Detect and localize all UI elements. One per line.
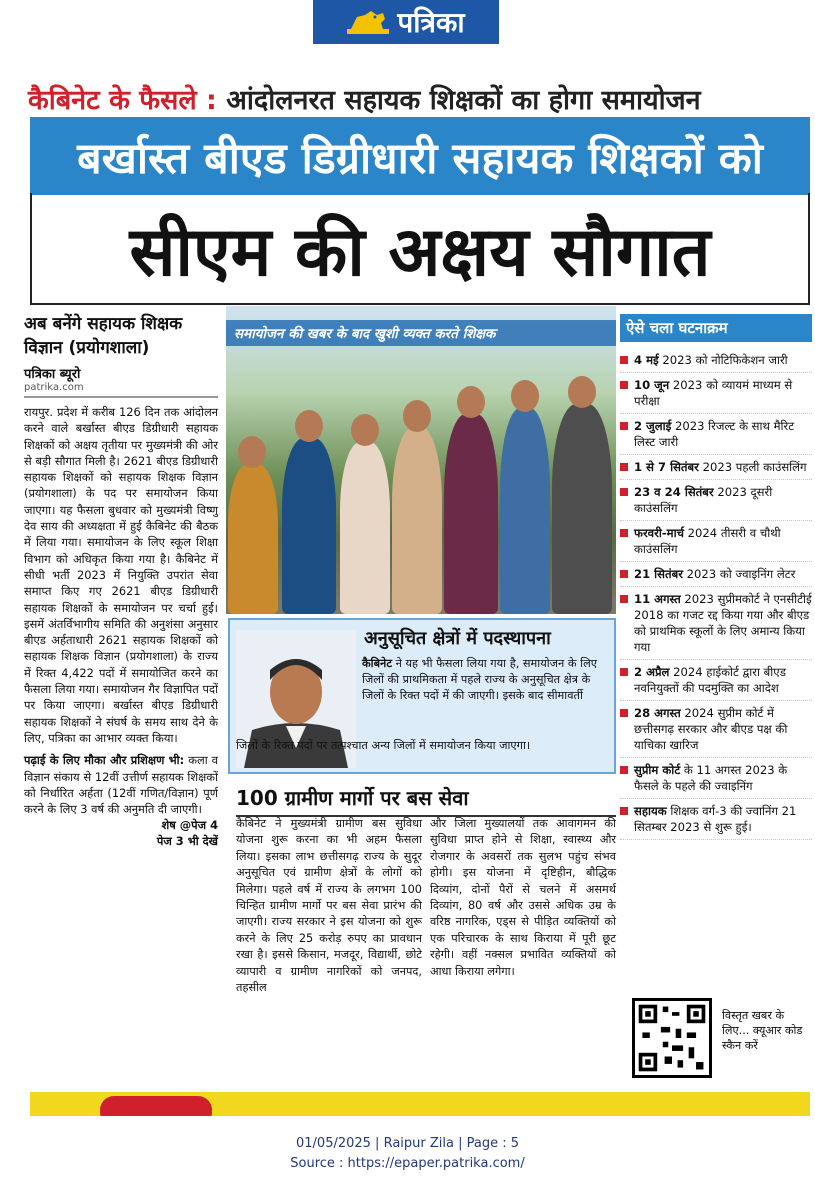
timeline-item-text [634,591,812,655]
left-column [24,312,218,849]
brand-name: पत्रिका [397,6,465,39]
photo-figure [392,428,442,614]
footer-source[interactable]: Source : https://epaper.patrika.com/ [290,1156,525,1171]
photo-figure [444,414,498,614]
photo-figure-head [351,414,379,446]
photo-figure [282,438,336,614]
photo-figure [340,442,390,614]
timeline-item-text [634,418,812,450]
bullet-square-icon [620,570,628,578]
timeline-item-date: फरवरी-मार्च [634,526,684,540]
photo-caption: समायोजन की खबर के बाद खुशी व्यक्त करते शिक्षक [226,320,616,346]
timeline-item [620,480,812,521]
site-label: patrika.com [24,382,218,398]
timeline-item-desc: 2024 हाईकोर्ट द्वारा बीएड नवनियुक्तों की पदमुक्ति का आदेश [634,665,786,695]
timeline-item-date: 10 जून [634,378,670,392]
timeline-item-text [634,525,812,557]
timeline-item [620,799,812,840]
timeline-item-date: 2 जुलाई [634,419,672,433]
timeline-item-text [634,377,812,409]
opportunity-body: कला व विज्ञान संकाय से 12वीं उत्तीर्ण सहायक शिक्षकों को निर्धारित अर्हता (12वीं गणित/विज्ञान) पूर्ण करने के लिए 3 वर्ष की अनुमति दी जाएगी। [24,753,218,817]
timeline-item-text [634,566,795,582]
masthead [313,0,499,44]
group-photo [226,306,616,614]
opportunity-paragraph [24,752,218,817]
bullet-square-icon [620,595,628,603]
timeline-item [620,414,812,455]
timeline-item-desc: 2023 को ज्वाइनिंग लेटर [686,567,796,581]
timeline-item-text [634,762,812,794]
bottom-ad-strip [30,1092,810,1116]
timeline-item-text [634,664,812,696]
bullet-square-icon [620,766,628,774]
timeline-item [620,701,812,758]
timeline-item-text [634,803,812,835]
bus-service-title: 100 ग्रामीण मार्गो पर बस सेवा [236,784,616,817]
bullet-square-icon [620,529,628,537]
scheduled-title: अनुसूचित क्षेत्रों में पदस्थापना [364,628,551,649]
timeline-item-date: सहायक [634,804,667,818]
timeline-item-desc: 2023 रिजल्ट के साथ मैरिट लिस्ट जारी [634,419,795,449]
timeline-item [620,373,812,414]
bullet-square-icon [620,807,628,815]
headline-line-2: सीएम की अक्षय सौगात [30,193,810,305]
bus-column-2: और जिला मुख्यालयों तक आवागमन की सुविधा प्राप्त होने से शिक्षा, स्वास्थ्य और रोजगार के अवसरों तक सुलभ पहुंच संभव होगी। इस योजना में दृष्टिहीन, बौद्धिक दिव्यांग, दोनों पैरों से चलने में असमर्थ दिव्यांग, 80 वर्ष और उससे अधिक उम्र के वरिष्ठ नागरिक, एड्स से पीड़ित व्यक्तियों को एक परिचारक के साथ किराया में पूरी छूट रहेगी। वहीं नक्सल प्रभावित व्यक्तियों को आधा किराया लगेगा। [430,817,616,978]
timeline-item-date: 4 मई [634,353,659,367]
kicker-label: कैबिनेट के फैसले : [28,85,217,116]
qr-note: विस्तृत खबर के लिए... क्यूआर कोड स्कैन करें [722,1009,803,1052]
kicker-text: आंदोलनरत सहायक शिक्षकों का होगा समायोजन [226,85,701,116]
photo-figure-head [457,386,485,418]
photo-figure-head [403,400,431,432]
scheduled-body-text: ने यह भी फैसला लिया गया है, समायोजन के लिए जिलों की प्राथमिकता में पहले राज्य के अनुसूचित क्षेत्र के जिलों के रिक्त पदों में की जाएगी। इसके बाद सीमावर्ती [362,657,598,703]
photo-figure [228,464,278,614]
timeline-item-date: 2 अप्रैल [634,665,670,679]
bullet-square-icon [620,709,628,717]
bullet-square-icon [620,488,628,496]
timeline-item-text [634,459,807,475]
timeline-item-desc: 2023 पहली काउंसलिंग [702,460,807,474]
bullet-square-icon [620,356,628,364]
subheadline: अब बनेंगे सहायक शिक्षक विज्ञान (प्रयोगशाला) [24,314,183,358]
timeline-item-desc: 2023 को नोटिफिकेशन जारी [662,353,788,367]
timeline-item [620,521,812,562]
bullet-square-icon [620,381,628,389]
byline: पत्रिका ब्यूरो [24,367,81,382]
headline-line-1: बर्खास्त बीएड डिग्रीधारी सहायक शिक्षकों को [30,117,810,195]
timeline-item-desc: 2024 तीसरी व चौथी काउंसलिंग [634,526,781,556]
photo-figure-head [568,376,596,408]
main-article-body: रायपुर. प्रदेश में करीब 126 दिन तक आंदोलन करने वाले बर्खास्त बीएड डिग्रीधारी सहायक शिक्षकों को अक्षय तृतीया पर मुख्यमंत्री की ओर से बड़ी सौगात मिली है। 2621 बीएड डिग्रीधारी सहायक शिक्षकों को सहायक शिक्षक विज्ञान (प्रयोगशाला) के पद पर समायोजन किया जाएगा। यह फैसला बुधवार को मुख्यमंत्री विष्णु देव साय की अध्यक्षता में हुई कैबिनेट की बैठक में लिया गया। समायोजन के लिए स्कूल शिक्षा विभाग को अधिकृत किया गया है। कैबिनेट में सीधी भर्ती 2023 में नियुक्ति उपरांत सेवा समाप्त किए गए 2621 बीएड डिग्रीधारी सहायक शिक्षकों के समायोजन पर चर्चा हुई। इसमें अंतर्विभागीय समिति की अनुशंसा अनुसार बीएड अर्हताधारी 2621 सहायक शिक्षकों को सहायक शिक्षक विज्ञान (प्रयोगशाला) के राज्य में रिक्त 4,422 पदों में समायोजित करने का फैसला लिया गया। समायोजन गैर विज्ञापित पदों पर किया जाएगा। बर्खास्त बीएड डिग्रीधारी सहायक शिक्षकों ने संघर्ष के समय साथ देने के लिए, पत्रिका का आभार व्यक्त किया। [24,405,218,745]
bullet-square-icon [620,668,628,676]
scheduled-body [362,656,614,705]
timeline-item-date: 11 अगस्त [634,592,681,606]
bullet-square-icon [620,463,628,471]
footer [0,1134,815,1174]
photo-figure-head [511,380,539,412]
timeline-item-desc: 2024 सुप्रीम कोर्ट में छत्तीसगढ़ सरकार और बीएड पक्ष की याचिका खारिज [634,706,788,752]
scheduled-body-cont: जिलों के रिक्त पदों पर तत्पश्चात अन्य जिलों में समायोजन किया जाएगा। [236,739,531,752]
timeline-list [620,348,812,840]
kicker-line [28,80,788,117]
timeline-item [620,348,812,373]
timeline-item-desc: शिक्षक वर्ग-3 की ज्वानिंग 21 सितम्बर 2023 से शुरू हुई। [634,804,797,834]
timeline-item-date: 28 अगस्त [634,706,681,720]
timeline-item [620,587,812,660]
lion-emblem-icon [347,7,389,37]
timeline-item [620,758,812,799]
timeline-item [620,660,812,701]
continued-on[interactable]: शेष @पेज 4 [161,818,218,833]
timeline-item-date: सुप्रीम कोर्ट [634,763,681,777]
bullet-square-icon [620,422,628,430]
timeline-item-desc: 2023 दूसरी काउंसलिंग [634,485,773,515]
timeline-item-date: 21 सितंबर [634,567,683,581]
opportunity-heading: पढ़ाई के लिए मौका और प्रशिक्षण भी: [24,753,185,768]
timeline-item-text [634,352,788,368]
photo-figure [552,404,612,614]
ad-badge [100,1096,212,1116]
bus-column-1: कैबिनेट ने मुख्यमंत्री ग्रामीण बस सुविधा योजना शुरू करना का भी अहम फैसला लिया। इसका लाभ छत्तीसगढ़ राज्य के सुदूर अनुसूचित एवं ग्रामीण क्षेत्रों के लोगों को मिलेगा। पहले वर्ष में राज्य के लगभग 100 चिन्हित ग्रामीण मार्गो पर बस सेवा प्रारंभ की जाएगी। राज्य सरकार ने इस योजना को शुरू करने के लिए 25 करोड़ रुपए का प्रावधान रखा है। इससे किसान, मजदूर, विद्यार्थी, छोटे व्यापारी व ग्रामीण नागरिकों को जनपद, तहसील [236,817,422,995]
timeline-item-desc: 2023 सुप्रीमकोर्ट ने एनसीटीई 2018 का गजट रद्द किया गया और बीएड को प्राथमिक स्कूलों के लिए अमान्य किया गया [634,592,812,654]
scheduled-lead: कैबिनेट [362,657,393,670]
timeline-title: ऐसे चला घटनाक्रम [620,314,812,342]
timeline-item-desc: के 11 अगस्त 2023 के फैसले के पहले की ज्वाइनिंग [634,763,788,793]
footer-date-page: 01/05/2025 | Raipur Zila | Page : 5 [296,1136,519,1151]
timeline-item-text [634,705,812,753]
photo-figure-head [238,436,266,468]
timeline-item-text [634,484,812,516]
qr-code-icon[interactable] [632,998,712,1078]
see-also-page[interactable]: पेज 3 भी देखें [156,834,218,849]
timeline-item-desc: 2023 को व्यायमं माध्यम से परीक्षा [634,378,793,408]
timeline-item [620,455,812,480]
timeline-item-date: 1 से 7 सितंबर [634,460,699,474]
photo-figure [500,408,550,614]
photo-figure-head [295,410,323,442]
scheduled-areas-box [228,618,616,774]
timeline-item-date: 23 व 24 सितंबर [634,485,714,499]
timeline-item [620,562,812,587]
timeline [620,314,812,840]
